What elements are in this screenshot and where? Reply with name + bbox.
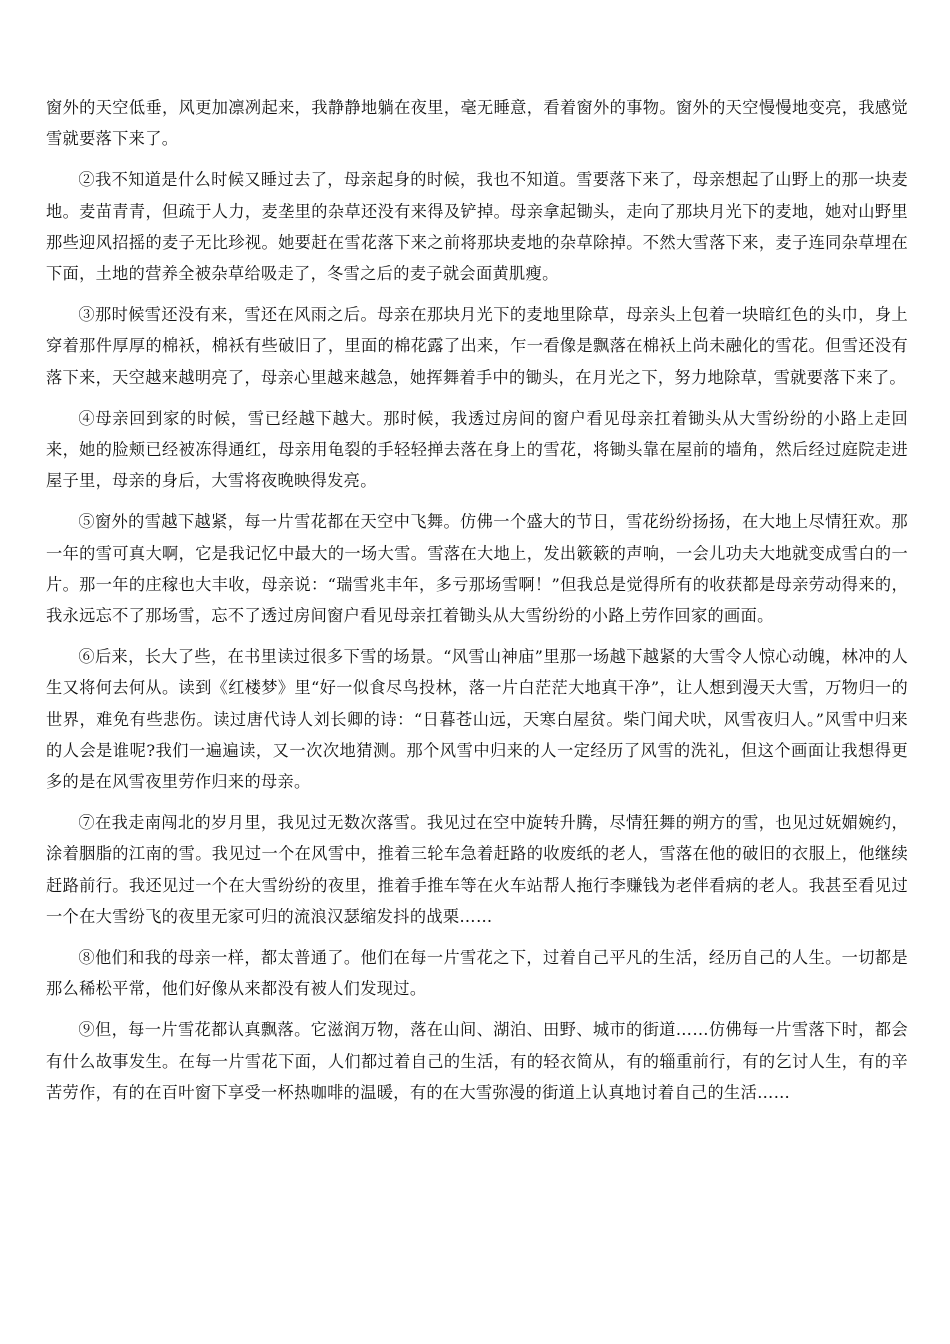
document-page [46,92,908,1118]
paragraph-7: ⑦在我走南闯北的岁月里，我见过无数次落雪。我见过在空中旋转升腾，尽情狂舞的朔方的雪，也见过妩媚婉约，涂着胭脂的江南的雪。我见过一个在风雪中，推着三轮车急着赶路的收废纸的老人，雪落在他的破旧的衣服上，他继续赶路前行。我还见过一个在大雪纷纷的夜里，推着手推车等在火车站帮人拖行李赚钱为老伴看病的老人。我甚至看见过一个在大雪纷飞的夜里无家可归的流浪汉瑟缩发抖的战栗…… [46,813,908,926]
paragraph-2: ②我不知道是什么时候又睡过去了，母亲起身的时候，我也不知道。雪要落下来了，母亲想起了山野上的那一块麦地。麦苗青青，但疏于人力，麦垄里的杂草还没有来得及铲掉。母亲拿起锄头，走向了那块月光下的麦地，她对山野里那些迎风招摇的麦子无比珍视。她要赶在雪花落下来之前将那块麦地的杂草除掉。不然大雪落下来，麦子连同杂草埋在下面，土地的营养全被杂草给吸走了，冬雪之后的麦子就会面黄肌瘦。 [46,170,908,284]
paragraph-5: ⑤窗外的雪越下越紧，每一片雪花都在天空中飞舞。仿佛一个盛大的节日，雪花纷纷扬扬，在大地上尽情狂欢。那一年的雪可真大啊，它是我记忆中最大的一场大雪。雪落在大地上，发出簌簌的声响，一会儿功夫大地就变成雪白的一片。那一年的庄稼也大丰收，母亲说：“瑞雪兆丰年，多亏那场雪啊！”但我总是觉得所有的收获都是母亲劳动得来的，我永远忘不了那场雪，忘不了透过房间窗户看见母亲扛着锄头从大雪纷纷的小路上劳作回家的画面。 [46,512,908,626]
paragraph-3: ③那时候雪还没有来，雪还在风雨之后。母亲在那块月光下的麦地里除草，母亲头上包着一块暗红色的头巾，身上穿着那件厚厚的棉袄，棉袄有些破旧了，里面的棉花露了出来，乍一看像是飘落在棉袄上尚未融化的雪花。但雪还没有落下来，天空越来越明亮了，母亲心里越来越急，她挥舞着手中的锄头，在月光之下，努力地除草，雪就要落下来了。 [46,305,908,387]
paragraph-8: ⑧他们和我的母亲一样，都太普通了。他们在每一片雪花之下，过着自己平凡的生活，经历自己的人生。一切都是那么稀松平常，他们好像从来都没有被人们发现过。 [46,948,908,999]
paragraph-6: ⑥后来，长大了些，在书里读过很多下雪的场景。“风雪山神庙”里那一场越下越紧的大雪令人惊心动魄，林冲的人生又将何去何从。读到《红楼梦》里“好一似食尽鸟投林，落一片白茫茫大地真干净”，让人想到漫天大雪，万物归一的世界，难免有些悲伤。读过唐代诗人刘长卿的诗：“日暮苍山远，天寒白屋贫。柴门闻犬吠，风雪夜归人。”风雪中归来的人会是谁呢?我们一遍遍读，又一次次地猜测。那个风雪中归来的人一定经历了风雪的洗礼，但这个画面让我想得更多的是在风雪夜里劳作归来的母亲。 [46,647,908,792]
paragraph-4: ④母亲回到家的时候，雪已经越下越大。那时候，我透过房间的窗户看见母亲扛着锄头从大雪纷纷的小路上走回来，她的脸颊已经被冻得通红，母亲用龟裂的手轻轻掸去落在身上的雪花，将锄头靠在屋前的墙角，然后经过庭院走进屋子里，母亲的身后，大雪将夜晚映得发亮。 [46,408,908,491]
paragraph-continuation: 窗外的天空低垂，风更加凛冽起来，我静静地躺在夜里，毫无睡意，看着窗外的事物。窗外的天空慢慢地变亮，我感觉雪就要落下来了。 [46,98,908,149]
paragraph-9: ⑨但，每一片雪花都认真飘落。它滋润万物，落在山间、湖泊、田野、城市的街道……仿佛每一片雪落下时，都会有什么故事发生。在每一片雪花下面，人们都过着自己的生活，有的轻衣简从，有的辎重前行，有的乞讨人生，有的辛苦劳作，有的在百叶窗下享受一杯热咖啡的温暖，有的在大雪弥漫的街道上认真地讨着自己的生活…… [46,1020,908,1102]
